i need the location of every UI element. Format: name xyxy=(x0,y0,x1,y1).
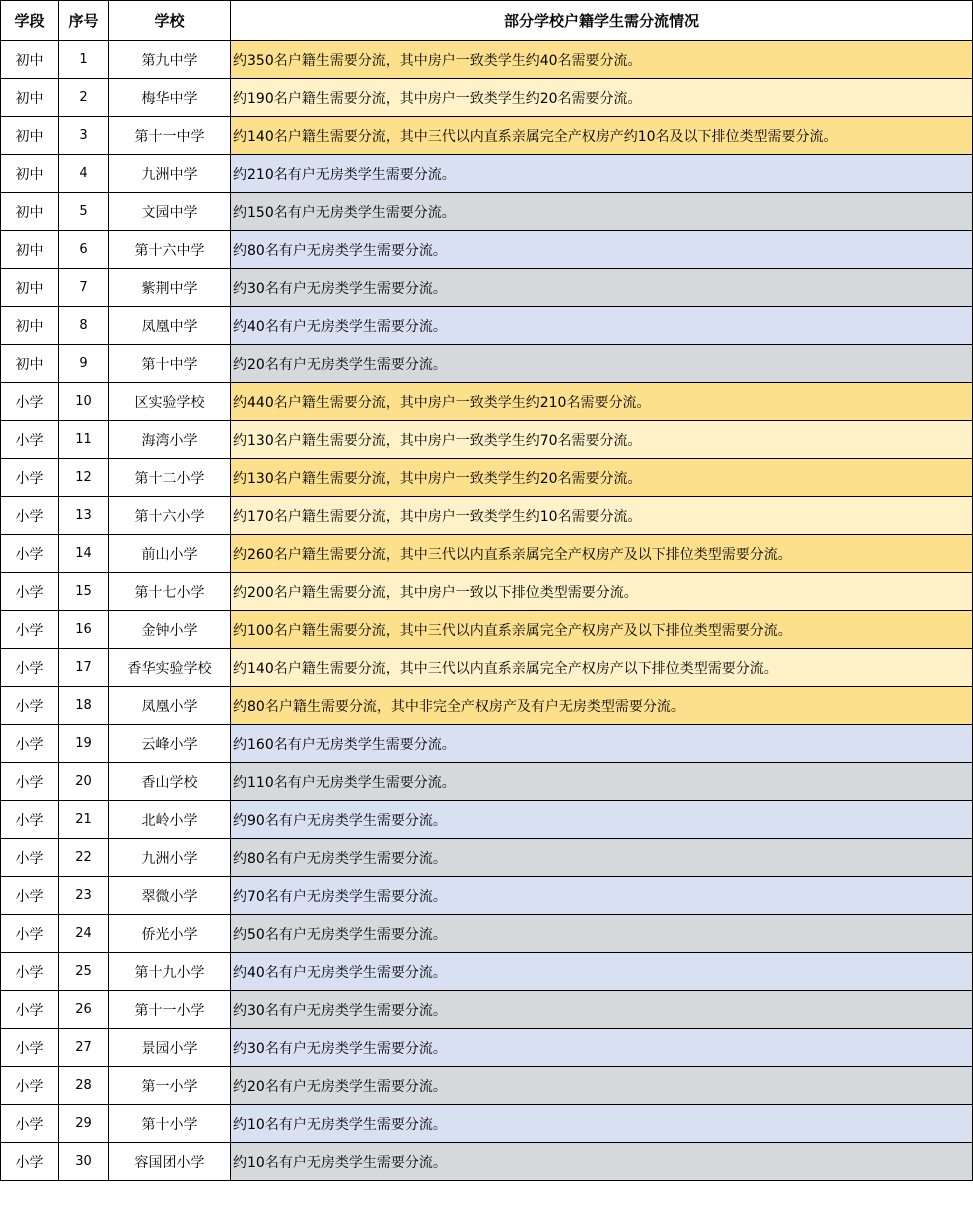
row-description-cell: 约130名户籍生需要分流，其中房户一致类学生约20名需要分流。 xyxy=(231,459,973,497)
row-stage-cell: 小学 xyxy=(1,801,59,839)
row-description-cell: 约190名户籍生需要分流，其中房户一致类学生约20名需要分流。 xyxy=(231,79,973,117)
row-number-cell: 1 xyxy=(59,41,109,79)
row-stage-cell: 初中 xyxy=(1,345,59,383)
row-description-cell: 约130名户籍生需要分流，其中房户一致类学生约70名需要分流。 xyxy=(231,421,973,459)
row-description-cell: 约40名有户无房类学生需要分流。 xyxy=(231,953,973,991)
table-row xyxy=(1,611,973,649)
table-row xyxy=(1,1105,973,1143)
row-description-cell: 约140名户籍生需要分流，其中三代以内直系亲属完全产权房产约10名及以下排位类型需要分流。 xyxy=(231,117,973,155)
row-stage-cell: 初中 xyxy=(1,79,59,117)
table-row xyxy=(1,763,973,801)
row-number-cell: 14 xyxy=(59,535,109,573)
row-number-cell: 20 xyxy=(59,763,109,801)
table-row xyxy=(1,953,973,991)
row-number-cell: 3 xyxy=(59,117,109,155)
row-school-cell: 容国团小学 xyxy=(109,1143,231,1181)
row-number-cell: 28 xyxy=(59,1067,109,1105)
row-description-cell: 约210名有户无房类学生需要分流。 xyxy=(231,155,973,193)
row-description-cell: 约30名有户无房类学生需要分流。 xyxy=(231,991,973,1029)
header-school: 学校 xyxy=(109,1,231,41)
table-row xyxy=(1,535,973,573)
row-stage-cell: 初中 xyxy=(1,231,59,269)
header-row xyxy=(1,1,973,41)
row-school-cell: 文园中学 xyxy=(109,193,231,231)
row-school-cell: 第十小学 xyxy=(109,1105,231,1143)
row-school-cell: 区实验学校 xyxy=(109,383,231,421)
row-stage-cell: 小学 xyxy=(1,1143,59,1181)
table-row xyxy=(1,991,973,1029)
row-school-cell: 第十六中学 xyxy=(109,231,231,269)
row-school-cell: 第一小学 xyxy=(109,1067,231,1105)
row-stage-cell: 初中 xyxy=(1,41,59,79)
row-description-cell: 约30名有户无房类学生需要分流。 xyxy=(231,1029,973,1067)
row-description-cell: 约10名有户无房类学生需要分流。 xyxy=(231,1105,973,1143)
row-school-cell: 紫荆中学 xyxy=(109,269,231,307)
row-stage-cell: 小学 xyxy=(1,649,59,687)
row-number-cell: 13 xyxy=(59,497,109,535)
row-number-cell: 8 xyxy=(59,307,109,345)
row-description-cell: 约150名有户无房类学生需要分流。 xyxy=(231,193,973,231)
table-row xyxy=(1,687,973,725)
row-description-cell: 约40名有户无房类学生需要分流。 xyxy=(231,307,973,345)
row-description-cell: 约80名有户无房类学生需要分流。 xyxy=(231,231,973,269)
table-row xyxy=(1,269,973,307)
row-description-cell: 约70名有户无房类学生需要分流。 xyxy=(231,877,973,915)
row-number-cell: 22 xyxy=(59,839,109,877)
row-school-cell: 前山小学 xyxy=(109,535,231,573)
table-row xyxy=(1,383,973,421)
table-row xyxy=(1,193,973,231)
table-row xyxy=(1,915,973,953)
table-body xyxy=(1,41,973,1181)
row-school-cell: 第九中学 xyxy=(109,41,231,79)
table-row xyxy=(1,1067,973,1105)
table-row xyxy=(1,79,973,117)
row-stage-cell: 小学 xyxy=(1,991,59,1029)
row-number-cell: 4 xyxy=(59,155,109,193)
table-row xyxy=(1,155,973,193)
row-description-cell: 约10名有户无房类学生需要分流。 xyxy=(231,1143,973,1181)
row-description-cell: 约160名有户无房类学生需要分流。 xyxy=(231,725,973,763)
row-school-cell: 第十七小学 xyxy=(109,573,231,611)
row-number-cell: 23 xyxy=(59,877,109,915)
row-stage-cell: 小学 xyxy=(1,573,59,611)
row-number-cell: 24 xyxy=(59,915,109,953)
row-stage-cell: 小学 xyxy=(1,725,59,763)
row-school-cell: 第十一中学 xyxy=(109,117,231,155)
row-number-cell: 5 xyxy=(59,193,109,231)
row-number-cell: 16 xyxy=(59,611,109,649)
row-description-cell: 约140名户籍生需要分流，其中三代以内直系亲属完全产权房产以下排位类型需要分流。 xyxy=(231,649,973,687)
row-school-cell: 凤凰中学 xyxy=(109,307,231,345)
row-stage-cell: 小学 xyxy=(1,421,59,459)
table-row xyxy=(1,41,973,79)
row-school-cell: 九洲小学 xyxy=(109,839,231,877)
row-school-cell: 侨光小学 xyxy=(109,915,231,953)
row-description-cell: 约90名有户无房类学生需要分流。 xyxy=(231,801,973,839)
table-row xyxy=(1,573,973,611)
table-row xyxy=(1,421,973,459)
table-row xyxy=(1,1143,973,1181)
row-description-cell: 约20名有户无房类学生需要分流。 xyxy=(231,1067,973,1105)
row-number-cell: 15 xyxy=(59,573,109,611)
row-number-cell: 18 xyxy=(59,687,109,725)
row-stage-cell: 小学 xyxy=(1,877,59,915)
row-number-cell: 12 xyxy=(59,459,109,497)
table-row xyxy=(1,801,973,839)
header-number: 序号 xyxy=(59,1,109,41)
row-description-cell: 约100名户籍生需要分流，其中三代以内直系亲属完全产权房产及以下排位类型需要分流。 xyxy=(231,611,973,649)
row-number-cell: 11 xyxy=(59,421,109,459)
row-description-cell: 约260名户籍生需要分流，其中三代以内直系亲属完全产权房产及以下排位类型需要分流。 xyxy=(231,535,973,573)
row-school-cell: 凤凰小学 xyxy=(109,687,231,725)
row-school-cell: 第十二小学 xyxy=(109,459,231,497)
row-stage-cell: 小学 xyxy=(1,953,59,991)
row-stage-cell: 小学 xyxy=(1,1029,59,1067)
row-stage-cell: 小学 xyxy=(1,497,59,535)
row-number-cell: 26 xyxy=(59,991,109,1029)
row-school-cell: 金钟小学 xyxy=(109,611,231,649)
row-school-cell: 第十中学 xyxy=(109,345,231,383)
row-school-cell: 第十一小学 xyxy=(109,991,231,1029)
row-school-cell: 海湾小学 xyxy=(109,421,231,459)
row-number-cell: 2 xyxy=(59,79,109,117)
header-stage: 学段 xyxy=(1,1,59,41)
row-stage-cell: 小学 xyxy=(1,535,59,573)
table-row xyxy=(1,649,973,687)
table-row xyxy=(1,725,973,763)
row-school-cell: 九洲中学 xyxy=(109,155,231,193)
row-number-cell: 7 xyxy=(59,269,109,307)
row-stage-cell: 初中 xyxy=(1,155,59,193)
row-number-cell: 6 xyxy=(59,231,109,269)
row-school-cell: 香山学校 xyxy=(109,763,231,801)
row-number-cell: 27 xyxy=(59,1029,109,1067)
row-school-cell: 香华实验学校 xyxy=(109,649,231,687)
row-school-cell: 第十九小学 xyxy=(109,953,231,991)
row-description-cell: 约20名有户无房类学生需要分流。 xyxy=(231,345,973,383)
row-school-cell: 翠微小学 xyxy=(109,877,231,915)
row-school-cell: 北岭小学 xyxy=(109,801,231,839)
row-description-cell: 约440名户籍生需要分流，其中房户一致类学生约210名需要分流。 xyxy=(231,383,973,421)
table-row xyxy=(1,307,973,345)
row-stage-cell: 初中 xyxy=(1,307,59,345)
row-stage-cell: 小学 xyxy=(1,1105,59,1143)
row-stage-cell: 小学 xyxy=(1,915,59,953)
row-number-cell: 30 xyxy=(59,1143,109,1181)
row-description-cell: 约110名有户无房类学生需要分流。 xyxy=(231,763,973,801)
table-row xyxy=(1,231,973,269)
row-number-cell: 29 xyxy=(59,1105,109,1143)
row-stage-cell: 小学 xyxy=(1,839,59,877)
row-stage-cell: 小学 xyxy=(1,611,59,649)
row-school-cell: 第十六小学 xyxy=(109,497,231,535)
table-row xyxy=(1,877,973,915)
row-number-cell: 10 xyxy=(59,383,109,421)
row-stage-cell: 小学 xyxy=(1,459,59,497)
table-row xyxy=(1,839,973,877)
row-stage-cell: 小学 xyxy=(1,763,59,801)
table-row xyxy=(1,345,973,383)
table-row xyxy=(1,1029,973,1067)
row-description-cell: 约50名有户无房类学生需要分流。 xyxy=(231,915,973,953)
row-school-cell: 云峰小学 xyxy=(109,725,231,763)
row-description-cell: 约200名户籍生需要分流，其中房户一致以下排位类型需要分流。 xyxy=(231,573,973,611)
row-stage-cell: 小学 xyxy=(1,383,59,421)
row-stage-cell: 初中 xyxy=(1,117,59,155)
table-row xyxy=(1,459,973,497)
row-stage-cell: 小学 xyxy=(1,687,59,725)
header-description: 部分学校户籍学生需分流情况 xyxy=(231,1,973,41)
row-number-cell: 17 xyxy=(59,649,109,687)
row-description-cell: 约80名户籍生需要分流，其中非完全产权房产及有户无房类型需要分流。 xyxy=(231,687,973,725)
row-number-cell: 25 xyxy=(59,953,109,991)
row-number-cell: 9 xyxy=(59,345,109,383)
table-row xyxy=(1,497,973,535)
table-row xyxy=(1,117,973,155)
row-stage-cell: 初中 xyxy=(1,193,59,231)
row-description-cell: 约30名有户无房类学生需要分流。 xyxy=(231,269,973,307)
row-description-cell: 约80名有户无房类学生需要分流。 xyxy=(231,839,973,877)
row-school-cell: 梅华中学 xyxy=(109,79,231,117)
row-school-cell: 景园小学 xyxy=(109,1029,231,1067)
row-number-cell: 19 xyxy=(59,725,109,763)
row-description-cell: 约350名户籍生需要分流，其中房户一致类学生约40名需要分流。 xyxy=(231,41,973,79)
row-stage-cell: 小学 xyxy=(1,1067,59,1105)
row-stage-cell: 初中 xyxy=(1,269,59,307)
row-number-cell: 21 xyxy=(59,801,109,839)
row-description-cell: 约170名户籍生需要分流，其中房户一致类学生约10名需要分流。 xyxy=(231,497,973,535)
